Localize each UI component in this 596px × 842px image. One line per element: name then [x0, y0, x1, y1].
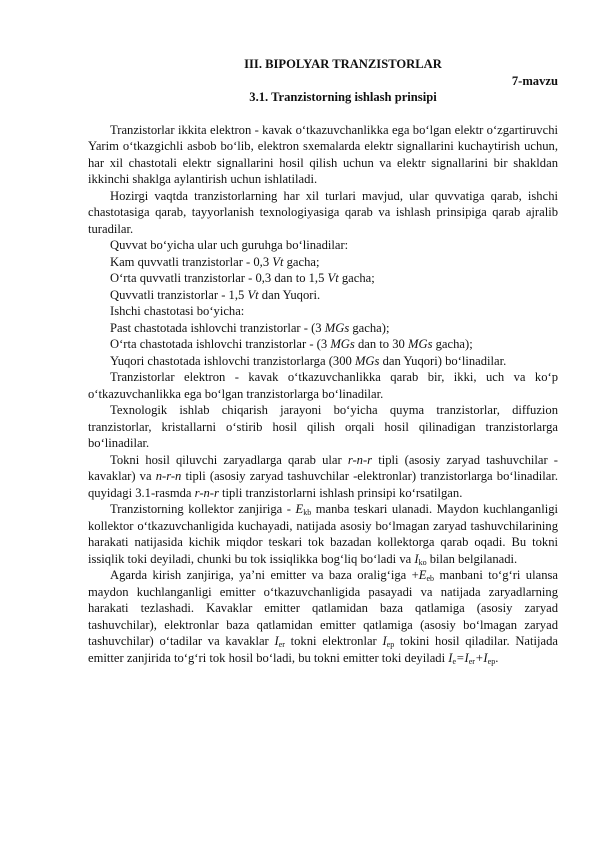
topic-number: 7-mavzu: [511, 73, 558, 88]
list-item-high-power: Quvvatli tranzistorlar - 1,5 Vt dan Yuqori.: [110, 287, 321, 302]
paragraph-intro: Tranzistorlar ikkita elektron - kavak o‘tkazuvchanlikka ega bo‘lgan elektr o‘zgartiruvchi Yarim o‘tkazgichli asbob bo‘lib, elektron sxemalarda elektr signallarini kuchaytirish uchun, har xil chastotali elektr signallarini hosil qilish uchun va elektr signallarini bir shakldan ikkinchi shaklga aylantirish uchun ishlatiladi.: [88, 122, 558, 186]
list-item-medium-power: O‘rta quvvatli tranzistorlar - 0,3 dan to 1,5 Vt gacha;: [110, 271, 375, 285]
list-item-low-frequency: Past chastotada ishlovchi tranzistorlar - (3 MGs gacha);: [110, 320, 390, 335]
list-item-medium-frequency: O‘rta chastotada ishlovchi tranzistorlar - (3 MGs dan to 30 MGs gacha);: [110, 337, 473, 351]
paragraph-charge-types: Tokni hosil qiluvchi zaryadlarga qarab ular r-n-r tipli (asosiy zaryad tashuvchilar - kavaklar) va n-r-n tipli (asosiy zaryad tashuvchilar -elektronlar) tranzistorlarga bo‘linadilar. quyidagi 3.1-rasmda r-n-r tipli tranzistorlarni ishlash prinsipi ko‘rsatilgan.: [88, 452, 559, 500]
chapter-heading: III. BIPOLYAR TRANZISTORLAR: [244, 57, 442, 71]
paragraph-power-groups: Quvvat bo‘yicha ular uch guruhga bo‘linadilar:: [110, 238, 349, 252]
paragraph-collector: Tranzistorning kollektor zanjiriga - $E_{kb}$ manba teskari ulanadi. Maydon kuchlanganligi kollektor o‘tkazuvchanligida kuchayadi, natijada asosiy bo‘lmagan zaryad tashuvchilarining harakati natijasida kichik miqdor teskari tok bazadan kollektorga qarab oqadi. Bu tokni issiqlik toki deyiladi, chunki bu tok issiqlikka bog‘liq bo‘ladi va $I_{ko}$ bilan belgilanadi.: [88, 502, 558, 567]
list-item-high-frequency: Yuqori chastotada ishlovchi tranzistorlarga (300 MGs dan Yuqori) bo‘linadilar.: [110, 353, 507, 368]
section-heading: 3.1. Tranzistorning ishlash prinsipi: [249, 90, 437, 104]
paragraph-technology: Texnologik ishlab chiqarish jarayoni bo‘yicha quyma tranzistorlar, diffuzion tranzistorlar, kristallarni o‘stirib hosil qilish orqali hosil qilinadigan tranzistorlarga bo‘linadilar.: [88, 403, 558, 450]
list-item-low-power: Kam quvvatli tranzistorlar - 0,3 Vt gacha;: [110, 254, 320, 269]
paragraph-types: Hozirgi vaqtda tranzistorlarning har xil turlari mavjud, ular quvvatiga qarab, ishchi chastotasiga qarab, tayyorlanish texnologiyasiga qarab va ishlash prinsipiga qarab ajralib turadilar.: [88, 188, 558, 236]
paragraph-conductivity: Tranzistorlar elektron - kavak o‘tkazuvchanlikka qarab bir, ikki, uch va ko‘p o‘tkazuvchanlikka ega bo‘lgan tranzistorlarga bo‘linadilar.: [88, 370, 558, 401]
paragraph-frequency: Ishchi chastotasi bo‘yicha:: [110, 304, 245, 318]
paragraph-emitter: Agarda kirish zanjiriga, ya’ni emitter va baza oralig‘iga $+E_{eb}$ manbani to‘g‘ri ulansa maydon kuchlanganligi emitter o‘tkazuvchanligida pasayadi va natijada zaryadlarning harakati tezlashadi. Kavaklar emitter qatlamidan baza qatlamiga (asosiy zaryad tashuvchilar), elektronlar baza qatlamidan emitter qatlamiga (asosiy bo‘lmagan zaryad tashuvchilar) o‘tadilar va kavaklar $I_{er}$ tokni elektronlar $I_{ep}$ tokini hosil qiladilar. Natijada emitter zanjirida to‘g‘ri tok hosil bo‘ladi, bu tokni emitter toki deyiladi $I_e=I_{er}+I_{ep}$.: [88, 568, 558, 666]
